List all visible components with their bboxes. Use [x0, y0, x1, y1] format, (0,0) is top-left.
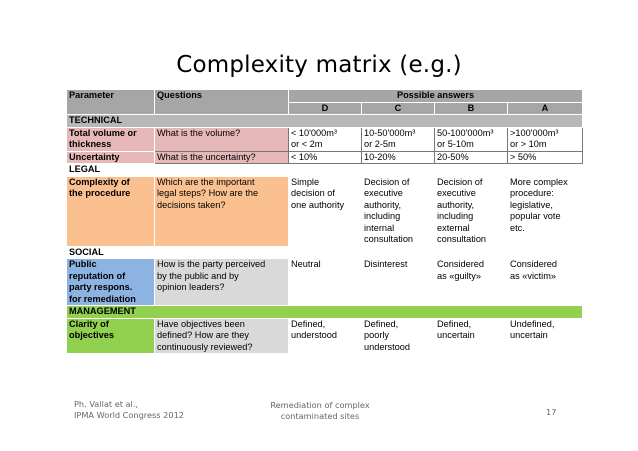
answer-a: Considered as «victim»	[508, 259, 583, 306]
section-management-label: MANAGEMENT	[67, 306, 583, 319]
page-number: 17	[546, 407, 557, 417]
row-parameter: Uncertainty	[67, 151, 155, 164]
answer-b: 20-50%	[435, 151, 508, 164]
row-question: What is the volume?	[155, 127, 289, 151]
answer-d: Neutral	[289, 259, 362, 306]
row-parameter: Complexity of the procedure	[67, 176, 155, 246]
row-question: How is the party perceived by the public and by opinion leaders?	[155, 259, 289, 306]
section-management	[67, 306, 583, 319]
row-parameter: Public reputation of party respons. for remediation	[67, 259, 155, 306]
row-question: Which are the important legal steps? How are the decisions taken?	[155, 176, 289, 246]
answer-a: >100'000m³ or > 10m	[508, 127, 583, 151]
row-question: What is the uncertainty?	[155, 151, 289, 164]
table-row	[67, 151, 583, 164]
section-social-label: SOCIAL	[67, 246, 583, 259]
section-technical	[67, 115, 583, 128]
header-level-a: A	[508, 102, 583, 115]
answer-a: > 50%	[508, 151, 583, 164]
header-level-c: C	[362, 102, 435, 115]
answer-c: Disinterest	[362, 259, 435, 306]
header-possible-answers: Possible answers	[289, 90, 583, 103]
answer-b: Considered as «guilty»	[435, 259, 508, 306]
footer-author: Ph. Vallat et al., IPMA World Congress 2012	[74, 399, 184, 420]
header-parameter: Parameter	[67, 90, 155, 115]
answer-c: 10-50'000m³ or 2-5m	[362, 127, 435, 151]
answer-d: < 10'000m³ or < 2m	[289, 127, 362, 151]
header-questions: Questions	[155, 90, 289, 115]
answer-d: < 10%	[289, 151, 362, 164]
answer-d: Defined, understood	[289, 318, 362, 354]
answer-b: Decision of executive authority, including external consultation	[435, 176, 508, 246]
answer-b: 50-100'000m³ or 5-10m	[435, 127, 508, 151]
row-parameter: Clarity of objectives	[67, 318, 155, 354]
table-row	[67, 176, 583, 246]
slide-title: Complexity matrix (e.g.)	[176, 52, 462, 78]
section-legal-label: LEGAL	[67, 164, 583, 177]
row-parameter: Total volume or thickness	[67, 127, 155, 151]
section-technical-label: TECHNICAL	[67, 115, 583, 128]
row-question: Have objectives been defined? How are they continuously reviewed?	[155, 318, 289, 354]
table-row	[67, 127, 583, 151]
header-row	[67, 90, 583, 103]
complexity-matrix-table	[66, 89, 583, 354]
table-row	[67, 259, 583, 306]
answer-c: 10-20%	[362, 151, 435, 164]
answer-a: Undefined, uncertain	[508, 318, 583, 354]
answer-a: More complex procedure: legislative, popular vote etc.	[508, 176, 583, 246]
answer-c: Decision of executive authority, including internal consultation	[362, 176, 435, 246]
answer-c: Defined, poorly understood	[362, 318, 435, 354]
footer-subject: Remediation of complex contaminated sites	[270, 400, 370, 421]
table-row	[67, 318, 583, 354]
section-legal	[67, 164, 583, 177]
answer-b: Defined, uncertain	[435, 318, 508, 354]
header-level-b: B	[435, 102, 508, 115]
answer-d: Simple decision of one authority	[289, 176, 362, 246]
section-social	[67, 246, 583, 259]
header-level-d: D	[289, 102, 362, 115]
